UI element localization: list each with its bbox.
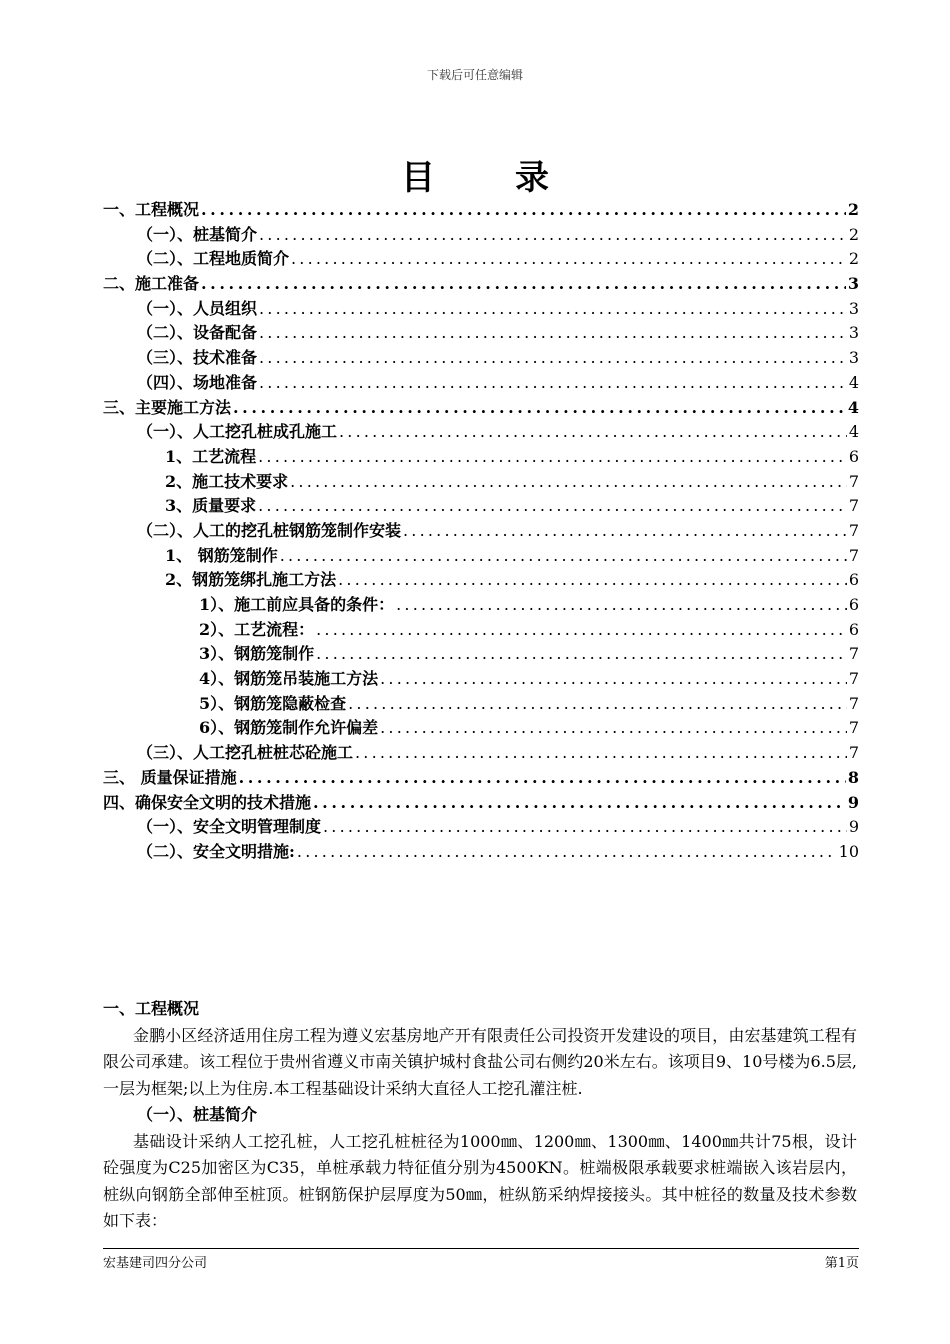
toc-dot-leader <box>259 297 847 322</box>
toc-entry-page: 7 <box>848 743 859 763</box>
toc-entry[interactable] <box>103 198 859 223</box>
toc-entry-label: 四、确保安全文明的技术措施 <box>103 792 312 812</box>
toc-dot-leader <box>403 519 847 544</box>
toc-entry[interactable] <box>103 445 859 470</box>
toc-dot-leader <box>280 544 847 569</box>
page-footer <box>103 1248 859 1274</box>
toc-entry[interactable] <box>103 297 859 322</box>
toc-dot-leader <box>316 642 847 667</box>
section-heading: 一、工程概况 <box>103 999 200 1018</box>
toc-dot-leader <box>258 494 847 519</box>
toc-entry-label: 2）、工艺流程： <box>199 619 315 639</box>
toc-entry-label: 1、 钢筋笼制作 <box>165 545 278 565</box>
toc-entry-page: 3 <box>848 348 859 368</box>
toc-entry[interactable] <box>103 346 859 371</box>
toc-entry-label: （二）、安全文明措施: <box>137 841 295 861</box>
toc-entry-page: 4 <box>847 397 859 417</box>
toc-entry-label: （二）、工程地质简介 <box>137 249 290 269</box>
body-paragraph: 金鹏小区经济适用住房工程为遵义宏基房地产开有限责任公司投资开发建设的项目，由宏基建筑工程有限公司承建。该工程位于贵州省遵义市南关镇护城村食盐公司右侧约20米左右。该项目9、10号楼为6.5层,一层为框架;以上为住房.本工程基础设计采纳大直径人工挖孔灌注桩. <box>103 1025 857 1098</box>
toc-entry[interactable] <box>103 568 859 593</box>
table-of-contents <box>103 198 859 865</box>
toc-entry[interactable] <box>103 791 859 816</box>
toc-entry-page: 7 <box>848 669 859 689</box>
toc-entry-label: 4）、钢筋笼吊装施工方法 <box>199 669 379 689</box>
toc-entry[interactable] <box>103 272 859 297</box>
footer-page-number: 第1页 <box>824 1256 859 1271</box>
toc-entry-label: 二、施工准备 <box>103 274 200 294</box>
toc-dot-leader <box>338 568 847 593</box>
toc-entry-label: 5）、钢筋笼隐蔽检查 <box>199 693 347 713</box>
toc-entry-label: 三、 质量保证措施 <box>103 767 237 787</box>
toc-entry-page: 4 <box>848 422 859 442</box>
toc-entry[interactable] <box>103 396 859 421</box>
toc-dot-leader <box>355 741 847 766</box>
toc-entry-page: 6 <box>848 595 859 614</box>
toc-entry-page: 2 <box>848 249 859 269</box>
toc-entry[interactable] <box>103 420 859 445</box>
toc-entry-page: 6 <box>848 446 859 466</box>
toc-dot-leader <box>323 815 847 840</box>
toc-entry-page: 6 <box>848 619 859 639</box>
toc-entry-label: （三）、人工挖孔桩桩芯砼施工 <box>137 743 354 763</box>
toc-dot-leader <box>259 346 847 371</box>
toc-entry-label: 2、施工技术要求 <box>165 471 289 491</box>
toc-entry-label: 3）、钢筋笼制作 <box>199 644 315 664</box>
toc-entry-page: 8 <box>847 767 859 787</box>
toc-entry-page: 3 <box>847 274 859 294</box>
header-watermark: 下载后可任意编辑 <box>426 68 523 82</box>
document-body <box>103 996 857 1235</box>
toc-entry-label: 三、主要施工方法 <box>103 397 232 417</box>
toc-entry-page: 4 <box>848 372 859 392</box>
toc-dot-leader <box>380 716 847 741</box>
toc-entry-page: 7 <box>848 496 859 516</box>
toc-entry[interactable] <box>103 470 859 495</box>
toc-entry-label: （四）、场地准备 <box>137 372 258 392</box>
toc-dot-leader <box>201 198 846 223</box>
toc-entry[interactable] <box>103 519 859 544</box>
toc-entry-page: 9 <box>847 792 859 812</box>
toc-dot-leader <box>348 692 847 717</box>
toc-entry[interactable] <box>103 618 859 643</box>
body-paragraph: 基础设计采纳人工挖孔桩，人工挖孔桩桩径为1000㎜、1200㎜、1300㎜、1400㎜共计75根，设计砼强度为C25加密区为C35，单桩承载力特征值分别为4500KN。桩端极限承载要求桩端嵌入该岩层内，桩纵向钢筋全部伸至桩顶。桩钢筋保护层厚度为50㎜，桩纵筋采纳焊接接头。其中桩径的数量及技术参数如下表： <box>103 1131 857 1230</box>
toc-entry-label: 一、工程概况 <box>103 200 200 219</box>
toc-entry-label: 1）、施工前应具备的条件： <box>199 595 395 614</box>
toc-entry-page: 7 <box>848 471 859 491</box>
toc-entry-label: （一）、桩基简介 <box>137 224 258 244</box>
toc-dot-leader <box>233 396 846 421</box>
toc-entry[interactable] <box>103 667 859 692</box>
toc-entry[interactable] <box>103 247 859 272</box>
subsection-heading: （一）、桩基简介 <box>137 1105 258 1124</box>
toc-entry[interactable] <box>103 321 859 346</box>
toc-entry[interactable] <box>103 642 859 667</box>
toc-entry[interactable] <box>103 815 859 840</box>
toc-dot-leader <box>201 272 846 297</box>
toc-entry[interactable] <box>103 544 859 569</box>
toc-dot-leader <box>316 618 847 643</box>
toc-entry-page: 2 <box>847 200 859 219</box>
toc-entry-label: （一）、安全文明管理制度 <box>137 817 322 837</box>
toc-entry-label: （三）、技术准备 <box>137 348 258 368</box>
toc-dot-leader <box>258 445 847 470</box>
toc-dot-leader <box>380 667 847 692</box>
footer-company: 宏基建司四分公司 <box>103 1256 208 1271</box>
toc-dot-leader <box>259 371 847 396</box>
toc-entry-page: 7 <box>848 520 859 540</box>
toc-entry-label: （一）、人工挖孔桩成孔施工 <box>137 422 338 442</box>
toc-entry-page: 6 <box>848 570 859 590</box>
toc-dot-leader <box>259 223 847 248</box>
toc-entry[interactable] <box>103 840 859 865</box>
toc-entry[interactable] <box>103 766 859 791</box>
toc-dot-leader <box>396 593 847 618</box>
toc-dot-leader <box>290 470 847 495</box>
toc-title: 目录 <box>401 158 629 198</box>
toc-entry-page: 7 <box>848 693 859 713</box>
toc-entry-page: 7 <box>848 718 859 738</box>
toc-entry-label: （二）、设备配备 <box>137 323 258 343</box>
toc-dot-leader <box>291 247 847 272</box>
toc-entry-page: 2 <box>848 224 859 244</box>
toc-entry[interactable] <box>103 741 859 766</box>
toc-dot-leader <box>313 791 846 816</box>
toc-entry[interactable] <box>103 593 859 618</box>
toc-entry[interactable] <box>103 223 859 248</box>
toc-entry-label: （一）、人员组织 <box>137 298 258 318</box>
toc-entry[interactable] <box>103 494 859 519</box>
toc-entry-page: 7 <box>848 545 859 565</box>
toc-entry-page: 3 <box>848 323 859 343</box>
toc-entry-label: 3、质量要求 <box>165 496 257 516</box>
toc-dot-leader <box>339 420 847 445</box>
toc-entry-page: 10 <box>838 841 859 861</box>
toc-entry[interactable] <box>103 692 859 717</box>
toc-entry[interactable] <box>103 716 859 741</box>
toc-entry-label: 2、钢筋笼绑扎施工方法 <box>165 570 337 590</box>
toc-entry-page: 9 <box>848 817 859 837</box>
toc-entry-page: 3 <box>848 298 859 318</box>
toc-dot-leader <box>297 840 837 865</box>
toc-entry-label: 1、工艺流程 <box>165 446 257 466</box>
toc-dot-leader <box>259 321 847 346</box>
toc-entry-label: 6）、钢筋笼制作允许偏差 <box>199 718 379 738</box>
toc-entry-label: （二）、人工的挖孔桩钢筋笼制作安装 <box>137 520 402 540</box>
toc-dot-leader <box>239 766 846 791</box>
toc-entry[interactable] <box>103 371 859 396</box>
toc-entry-page: 7 <box>848 644 859 664</box>
